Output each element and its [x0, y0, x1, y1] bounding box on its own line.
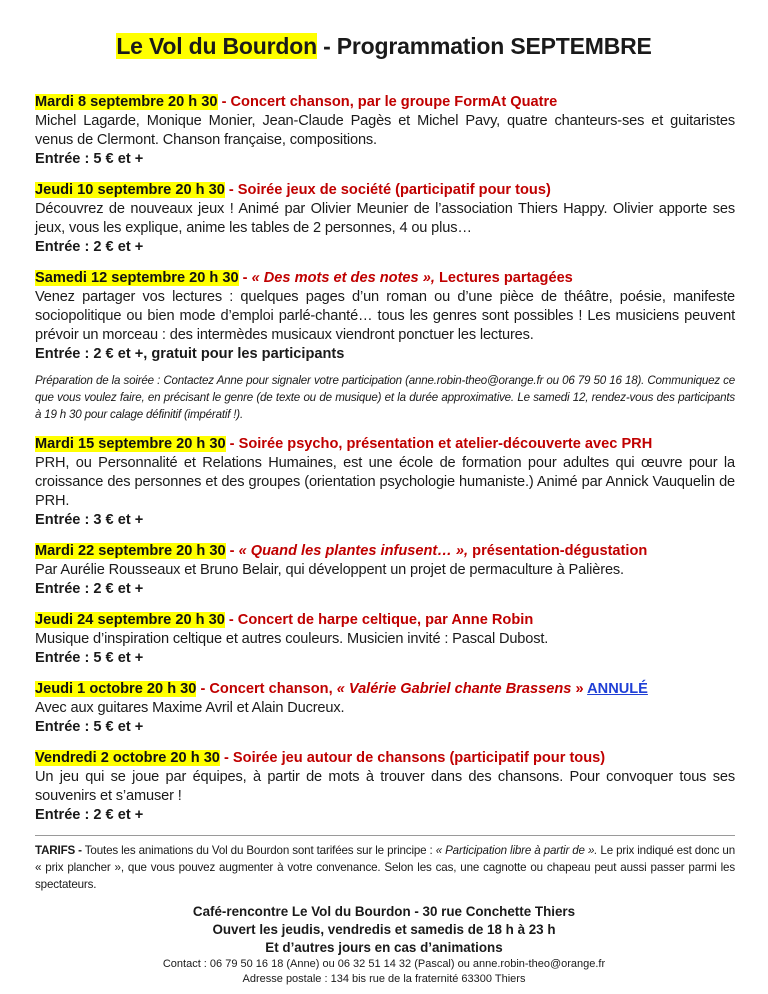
event-title [231, 94, 558, 110]
tarifs-text-2: Le prix indiqué est donc un « prix plancher », que vous pouvez augmenter à votre convenance. Selon les cas, une cagnotte ou chapeau peut aussi passer parmi les spectateurs. [35, 844, 735, 891]
program-list [35, 93, 735, 893]
event-date: Jeudi 10 septembre 20 h 30 [35, 182, 225, 198]
section-divider [35, 835, 735, 836]
event-date: Jeudi 24 septembre 20 h 30 [35, 612, 225, 628]
event-separator: - [219, 750, 233, 766]
event-price: Entrée : 2 € et +, gratuit pour les participants [35, 346, 345, 362]
event-date: Mardi 15 septembre 20 h 30 [35, 436, 226, 452]
event-heading [35, 93, 735, 112]
event-description: Un jeu qui se joue par équipes, à partir de mots à trouver dans des chansons. Pour convoquer tous ses souvenirs et s’amuser ! [35, 769, 735, 804]
tarifs-label: TARIFS - [35, 844, 82, 857]
event-title [209, 681, 583, 697]
event-description: Musique d’inspiration celtique et autres couleurs. Musicien invité : Pascal Dubost. [35, 631, 549, 647]
footer-postal-address: Adresse postale : 134 bis rue de la fraternité 63300 Thiers [242, 973, 526, 985]
footer-extra-days: Et d’autres jours en cas d’animations [265, 940, 503, 955]
event-heading [35, 269, 735, 288]
footer-contact: Contact : 06 79 50 16 18 (Anne) ou 06 32 51 14 32 (Pascal) ou anne.robin-theo@orange.fr [162, 958, 606, 970]
title-venue-highlight: Le Vol du Bourdon [116, 33, 317, 59]
tarifs-text: Toutes les animations du Vol du Bourdon sont tarifées sur le principe : [81, 844, 436, 857]
event-title-pre: Concert chanson, [209, 681, 337, 697]
event-price: Entrée : 2 € et + [35, 807, 144, 823]
event-item [35, 181, 735, 257]
event-heading [35, 542, 735, 561]
event-title-post: Lectures partagées [434, 270, 573, 286]
event-title-post: » [571, 681, 584, 697]
event-price: Entrée : 5 € et + [35, 151, 144, 167]
event-heading [35, 749, 735, 768]
event-title-italic: « Quand les plantes infusent… », [238, 543, 469, 559]
tarifs-paragraph [35, 842, 735, 893]
event-item [35, 680, 735, 737]
event-separator: - [225, 543, 239, 559]
event-date: Samedi 12 septembre 20 h 30 [35, 270, 239, 286]
event-item [35, 269, 735, 364]
event-title-post: présentation-dégustation [468, 543, 648, 559]
footer-opening-hours: Ouvert les jeudis, vendredis et samedis de 18 h à 23 h [212, 922, 556, 937]
event-title [238, 182, 551, 198]
event-title [238, 612, 533, 628]
event-item [35, 611, 735, 668]
event-description: PRH, ou Personnalité et Relations Humaines, est une école de formation pour adultes qui œuvre pour la croissance des personnes et des groupes (orientation psychologie humaniste.) Animé par Annick Vauquelin de PRH. [35, 455, 735, 509]
event-date: Mardi 8 septembre 20 h 30 [35, 94, 218, 110]
event-date: Mardi 22 septembre 20 h 30 [35, 543, 226, 559]
event-title [252, 270, 573, 286]
event-date: Jeudi 1 octobre 20 h 30 [35, 681, 197, 697]
event-preparation-note: Préparation de la soirée : Contactez Anne pour signaler votre participation (anne.robin-theo@orange.fr ou 06 79 50 16 18). Communiquez ce que vous voulez faire, en précisant le genre (de texte ou de musique) et la durée approximative. Le samedi 12, rendez-vous des participants à 19 h 30 pour calage définitif (impératif !). [35, 374, 735, 421]
event-description: Venez partager vos lectures : quelques pages d’un roman ou d’une pièce de théâtre, poésie, manifeste sociopolitique ou bien mode d’emploi parlé-chanté… tous les genres sont possibles ! Les musiciens peuvent prévoir un morceau : des intermèdes musicaux viendront ponctuer les lectures. [35, 289, 735, 343]
tarifs-principle: « Participation libre à partir de ». [435, 844, 598, 857]
event-heading [35, 611, 735, 630]
event-title [239, 543, 648, 559]
event-title-italic: « Des mots et des notes », [251, 270, 435, 286]
event-title [239, 436, 653, 452]
event-description: Avec aux guitares Maxime Avril et Alain Ducreux. [35, 700, 345, 716]
footer [0, 903, 768, 987]
event-separator: - [225, 436, 239, 452]
event-title-post: Soirée psycho, présentation et atelier-découverte avec PRH [238, 436, 653, 452]
event-price: Entrée : 2 € et + [35, 239, 144, 255]
event-price: Entrée : 5 € et + [35, 719, 144, 735]
event-item [35, 93, 735, 169]
event-separator: - [224, 612, 238, 628]
event-date: Vendredi 2 octobre 20 h 30 [35, 750, 220, 766]
event-title-post: Concert de harpe celtique, par Anne Robin [237, 612, 534, 628]
event-heading [35, 181, 735, 200]
event-title-post: Concert chanson, par le groupe FormAt Quatre [230, 94, 558, 110]
event-price: Entrée : 5 € et + [35, 650, 144, 666]
event-item [35, 542, 735, 599]
cancelled-link[interactable]: ANNULÉ [587, 681, 648, 697]
footer-venue-address: Café-rencontre Le Vol du Bourdon - 30 rue Conchette Thiers [192, 904, 576, 919]
event-title-italic: « Valérie Gabriel chante Brassens [336, 681, 572, 697]
event-description: Michel Lagarde, Monique Monier, Jean-Claude Pagès et Michel Pavy, quatre chanteurs-ses et guitaristes venus de Clermont. Chanson française, compositions. [35, 113, 735, 148]
event-description: Découvrez de nouveaux jeux ! Animé par Olivier Meunier de l’association Thiers Happy. Olivier apporte ses jeux, vous les explique, anime les tables de 2 personnes, 4 ou plus… [35, 201, 735, 236]
event-separator: - [217, 94, 231, 110]
event-item [35, 435, 735, 530]
event-price: Entrée : 3 € et + [35, 512, 144, 528]
event-separator: - [238, 270, 252, 286]
event-title-post: Soirée jeu autour de chansons (participatif pour tous) [232, 750, 606, 766]
event-title [233, 750, 605, 766]
event-price: Entrée : 2 € et + [35, 581, 144, 597]
event-item [35, 749, 735, 825]
event-title-post: Soirée jeux de société (participatif pour tous) [237, 182, 551, 198]
event-heading [35, 435, 735, 454]
title-program: - Programmation SEPTEMBRE [316, 33, 652, 59]
page-title [0, 33, 768, 60]
event-heading [35, 680, 735, 699]
event-description: Par Aurélie Rousseaux et Bruno Belair, qui développent un projet de permaculture à Palières. [35, 562, 624, 578]
event-separator: - [196, 681, 210, 697]
event-separator: - [224, 182, 238, 198]
